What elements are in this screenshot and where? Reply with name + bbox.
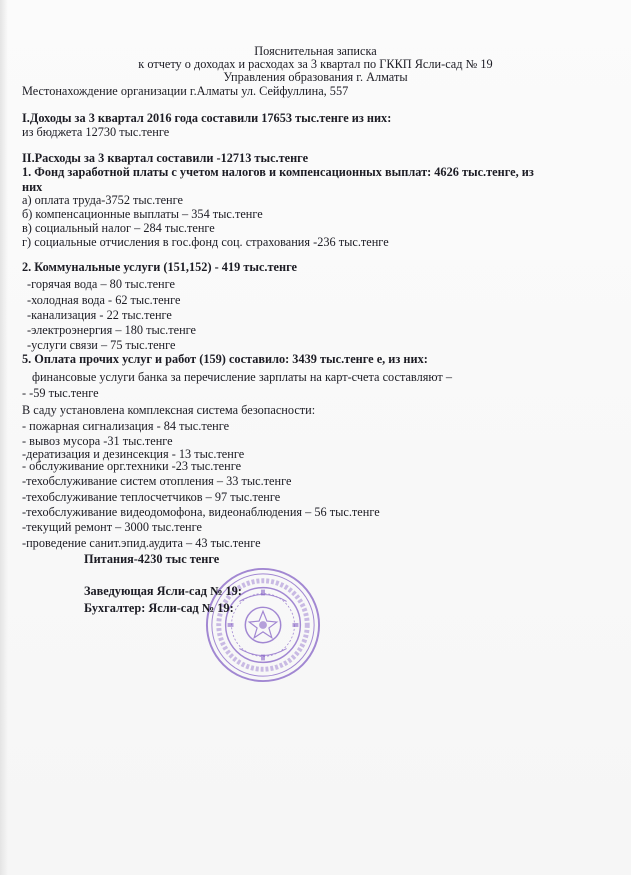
other-item: -дератизация и дезинсекция - 13 тыс.тенге bbox=[22, 447, 245, 461]
other-item: -проведение санит.эпид.аудита – 43 тыс.тенге bbox=[22, 536, 261, 550]
payroll-heading: 1. Фонд заработной платы с учетом налогов и компенсационных выплат: 4626 тыс.тенге, из bbox=[22, 165, 534, 179]
payroll-item: а) оплата труда-3752 тыс.тенге bbox=[22, 193, 183, 207]
other-item: - обслуживание орг.техники -23 тыс.тенге bbox=[22, 459, 242, 473]
other-item: - пожарная сигнализация - 84 тыс.тенге bbox=[22, 419, 230, 433]
other-services-heading: 5. Оплата прочих услуг и работ (159) составило: 3439 тыс.тенге е, из них: bbox=[22, 352, 428, 366]
doc-title: Пояснительная записка bbox=[254, 44, 377, 58]
bank-fees-line: финансовые услуги банка за перечисление зарплаты на карт-счета составляют – bbox=[32, 370, 452, 384]
utilities-item: -услуги связи – 75 тыс.тенге bbox=[27, 338, 176, 352]
utilities-item: -холодная вода - 62 тыс.тенге bbox=[27, 293, 181, 307]
payroll-item: в) социальный налог – 284 тыс.тенге bbox=[22, 221, 215, 235]
utilities-item: -электроэнергия – 180 тыс.тенге bbox=[27, 323, 197, 337]
doc-subtitle-2: Управления образования г. Алматы bbox=[223, 70, 408, 84]
other-item: -текущий ремонт – 3000 тыс.тенге bbox=[22, 520, 202, 534]
doc-subtitle-1: к отчету о доходах и расходах за 3 квартал по ГККП Ясли-сад № 19 bbox=[138, 57, 493, 71]
scan-edge-shadow bbox=[0, 0, 8, 875]
bank-fees-value: - -59 тыс.тенге bbox=[22, 386, 99, 400]
utilities-heading: 2. Коммунальные услуги (151,152) - 419 тыс.тенге bbox=[22, 260, 297, 274]
payroll-item: г) социальные отчисления в гос.фонд соц. страхования -236 тыс.тенге bbox=[22, 235, 389, 249]
other-item: -техобслуживание видеодомофона, видеонаблюдения – 56 тыс.тенге bbox=[22, 505, 380, 519]
payroll-heading-cont: них bbox=[22, 180, 43, 194]
other-item: -техобслуживание теплосчетчиков – 97 тыс.тенге bbox=[22, 490, 281, 504]
utilities-item: -канализация - 22 тыс.тенге bbox=[27, 308, 172, 322]
other-item: - вывоз мусора -31 тыс.тенге bbox=[22, 434, 173, 448]
income-heading: I.Доходы за 3 квартал 2016 года составили 17653 тыс.тенге из них: bbox=[22, 111, 392, 125]
income-budget: из бюджета 12730 тыс.тенге bbox=[22, 125, 170, 139]
security-line: В саду установлена комплексная система безопасности: bbox=[22, 403, 316, 417]
signature-accountant: Бухгалтер: Ясли-сад № 19: bbox=[84, 601, 234, 615]
location-line: Местонахождение организации г.Алматы ул. Сейфуллина, 557 bbox=[22, 84, 349, 98]
other-item: -техобслуживание систем отопления – 33 тыс.тенге bbox=[22, 474, 292, 488]
utilities-item: -горячая вода – 80 тыс.тенге bbox=[27, 277, 175, 291]
expense-heading: II.Расходы за 3 квартал составили -12713 тыс.тенге bbox=[22, 151, 309, 165]
signature-head: Заведующая Ясли-сад № 19: bbox=[84, 584, 242, 598]
payroll-item: б) компенсационные выплаты – 354 тыс.тенге bbox=[22, 207, 263, 221]
food-line: Питания-4230 тыс тенге bbox=[84, 552, 220, 566]
